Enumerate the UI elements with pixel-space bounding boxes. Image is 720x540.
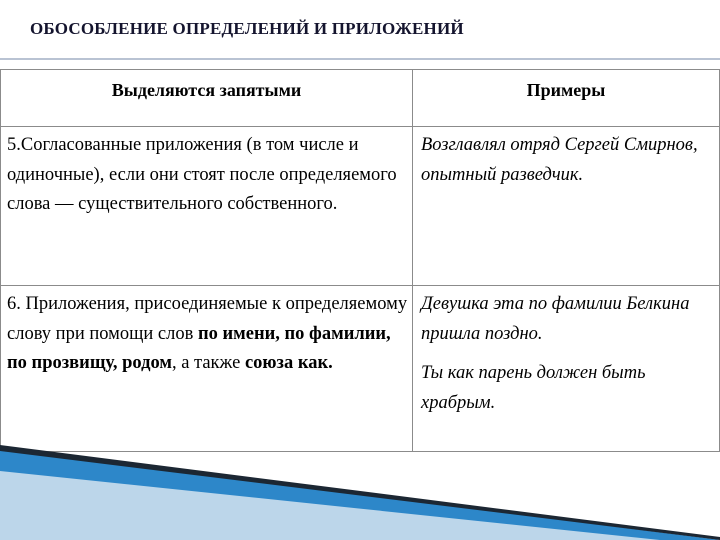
rule-text: , а также	[171, 353, 245, 373]
table-row	[1, 127, 720, 286]
header-rule: Выделяются запятыми	[1, 70, 413, 127]
rules-table	[0, 69, 720, 452]
rule-keywords: по имени, по фамилии, по прозвищу, родом	[7, 323, 391, 373]
rule-text: 6. Приложения, присоединяемые к определяемому слову при помощи слов	[7, 294, 408, 344]
example-cell: Возглавлял отряд Сергей Смирнов, опытный разведчик.	[413, 127, 720, 286]
example-cell	[413, 286, 720, 452]
header-examples: Примеры	[413, 70, 720, 127]
rule-cell	[1, 286, 413, 452]
example-text: Девушка эта по фамилии Белкина пришла поздно.	[421, 294, 690, 344]
rule-cell: 5.Согласованные приложения (в том числе и одиночные), если они стоят после определяемого слова — существительного собственного.	[1, 127, 413, 286]
rule-keyword-kak: союза как.	[244, 353, 333, 373]
decorative-swoosh	[0, 445, 720, 540]
title-divider	[0, 58, 720, 60]
example-text: Ты как парень должен быть храбрым.	[421, 363, 646, 413]
table-row	[1, 286, 720, 452]
table-header-row	[1, 70, 720, 127]
slide-title: ОБОСОБЛЕНИЕ ОПРЕДЕЛЕНИЙ И ПРИЛОЖЕНИЙ	[30, 19, 464, 38]
